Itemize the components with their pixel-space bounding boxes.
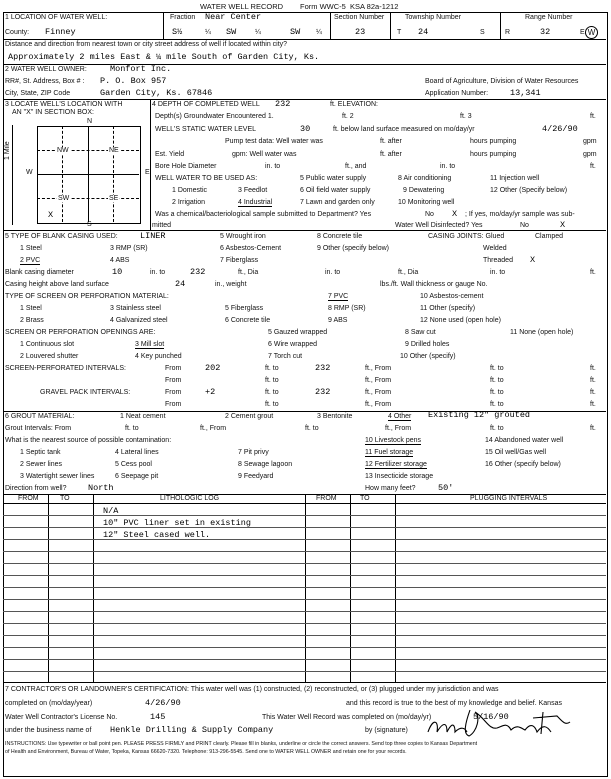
section-4-label: 4 DEPTH OF COMPLETED WELL <box>152 101 260 108</box>
use-5[interactable]: 5 Public water supply <box>300 175 367 182</box>
nw-label: NW <box>57 147 69 154</box>
sp2-from-label: From <box>165 377 182 384</box>
casing-threaded-label: Threaded <box>483 257 513 264</box>
gp2-ft-end: ft. <box>590 401 596 408</box>
static-level-after: ft. below land surface measured on mo/day/yr <box>333 126 475 133</box>
contam-opt-1[interactable]: 1 Septic tank <box>20 449 61 456</box>
quarter-mark: ¼ <box>255 29 261 36</box>
blank-ft-dia: ft., Dia <box>238 269 259 276</box>
screen-opt-1[interactable]: 1 Steel <box>20 305 42 312</box>
contam-opt-11-selected[interactable]: 11 Fuel storage <box>365 449 414 456</box>
sp-from-value[interactable]: 202 <box>205 363 221 373</box>
log-row-line <box>3 647 606 648</box>
grout-opt-3[interactable]: 3 Bentonite <box>317 413 353 420</box>
contamination-label: What is the nearest source of possible contamination: <box>5 437 172 444</box>
contam-opt-16[interactable]: 16 Other (specify below) <box>485 461 561 468</box>
gp-ft-from: ft., From <box>365 389 392 396</box>
use-10[interactable]: 10 Monitoring well <box>398 199 455 206</box>
grout-opt-4-selected[interactable]: 4 Other <box>388 413 412 420</box>
casing-opt-2-selected[interactable]: 2 PVC <box>20 257 41 264</box>
casing-opt-3[interactable]: 3 RMP (SR) <box>110 245 148 252</box>
owner-value[interactable]: Monfort Inc. <box>110 64 172 74</box>
openings-label: SCREEN OR PERFORATION OPENINGS ARE: <box>5 329 156 336</box>
address-label: RR#, St. Address, Box # : <box>5 78 85 85</box>
section-number-value[interactable]: 23 <box>355 27 366 37</box>
use-label: WELL WATER TO BE USED AS: <box>155 175 258 182</box>
grout-opt-2[interactable]: 2 Cement grout <box>225 413 274 420</box>
range-label: Range Number <box>525 14 573 21</box>
north-label: N <box>87 118 93 125</box>
chem-after: ; If yes, mo/day/yr sample was sub- <box>465 211 575 218</box>
fraction-2[interactable]: SW <box>226 27 237 37</box>
range-w-circled[interactable]: W <box>585 26 598 39</box>
gp-from-value[interactable]: +2 <box>205 387 216 397</box>
grout-ft-from2: ft., From <box>385 425 412 432</box>
gp2-ft-to2: ft. to <box>490 401 504 408</box>
west-label: W <box>26 169 33 176</box>
direction-value[interactable]: North <box>88 483 114 493</box>
blank-ft-dia2: ft., Dia <box>398 269 419 276</box>
groundwater-label: Depth(s) Groundwater Encountered 1. <box>155 113 274 120</box>
mile-label: 1 Mile <box>4 141 11 160</box>
casing-opt-5[interactable]: 5 Wrought iron <box>220 233 266 240</box>
application-value[interactable]: 13,341 <box>510 88 541 98</box>
distance-value[interactable]: Approximately 2 miles East & ¼ mile South of Garden City, Ks. <box>8 52 320 62</box>
static-date-value[interactable]: 4/26/90 <box>542 124 578 134</box>
fraction-1[interactable]: S½ <box>172 27 183 37</box>
business-name-label: under the business name of <box>5 727 92 734</box>
log-row-line <box>3 563 606 564</box>
sp2-ft-to: ft. to <box>265 377 279 384</box>
sp-ft-from: ft., From <box>365 365 392 372</box>
use-12[interactable]: 12 Other (Specify below) <box>490 187 568 194</box>
open-opt-6[interactable]: 6 Wire wrapped <box>268 341 318 348</box>
grout-intervals-label: Grout Intervals: From <box>5 425 72 432</box>
bore-ft-end: ft. <box>590 163 596 170</box>
sp-from-label: From <box>165 365 182 372</box>
casing-opt-7[interactable]: 7 Fiberglass <box>220 257 259 264</box>
record-completed-value[interactable]: 5/16/90 <box>473 712 509 722</box>
quarter-mark: ¼ <box>316 29 322 36</box>
disinfected-no-x[interactable]: X <box>560 220 566 230</box>
casing-type-value[interactable]: LINER <box>140 231 166 241</box>
screen-opt-12[interactable]: 12 None used (open hole) <box>420 317 501 324</box>
screen-opt-3[interactable]: 3 Stainless steel <box>110 305 161 312</box>
screen-opt-9[interactable]: 9 ABS <box>328 317 348 324</box>
grout-ft-end: ft. <box>590 425 596 432</box>
gp-ft-to: ft. to <box>265 389 279 396</box>
est-yield-label: Est. Yield <box>155 151 185 158</box>
county-value[interactable]: Finney <box>45 27 76 37</box>
grout-opt-1[interactable]: 1 Neat cement <box>120 413 166 420</box>
contam-opt-4[interactable]: 4 Lateral lines <box>115 449 159 456</box>
blank-dia-value[interactable]: 10 <box>112 267 123 277</box>
log-line-2[interactable]: 10" PVC liner set in existing <box>103 518 251 528</box>
contam-opt-2[interactable]: 2 Sewer lines <box>20 461 63 468</box>
contam-opt-10-selected[interactable]: 10 Livestock pens <box>365 437 422 444</box>
how-many-feet-label: How many feet? <box>365 485 416 492</box>
direction-label: Direction from well? <box>5 485 67 492</box>
gw-ft2: ft. 2 <box>342 113 354 120</box>
fraction-label: Fraction <box>170 14 196 21</box>
board-label: Board of Agriculture, Division of Water Resources <box>425 78 579 85</box>
log-row-line <box>3 659 606 660</box>
instructions-line-2: of Health and Environment, Bureau of Water, Topeka, Kansas 66620-7320. Telephone: 913-296-5545. Send one to WATER WELL OWNER and retain one for your records. <box>5 749 407 755</box>
open-opt-7[interactable]: 7 Torch cut <box>268 353 303 360</box>
section-number-label: Section Number <box>334 14 385 21</box>
grout-ft-to: ft. to <box>125 425 139 432</box>
contam-opt-3[interactable]: 3 Watertight sewer lines <box>20 473 95 480</box>
section-3-label: 3 LOCATE WELL'S LOCATION WITH <box>5 101 123 108</box>
screen-opt-2[interactable]: 2 Brass <box>20 317 44 324</box>
disinfected-no-label: No <box>520 222 529 229</box>
mitted-label: mitted <box>152 222 172 229</box>
open-opt-1[interactable]: 1 Continuous slot <box>20 341 75 348</box>
log-row-line <box>3 587 606 588</box>
est-gpm: gpm: Well water was <box>232 151 297 158</box>
blank-in-to: in. to <box>150 269 166 276</box>
contam-opt-8[interactable]: 8 Sewage lagoon <box>238 461 293 468</box>
grout-other-value[interactable]: Existing 12" grouted <box>428 410 531 420</box>
pump-ft-after: ft. after <box>380 138 402 145</box>
contam-opt-6[interactable]: 6 Seepage pit <box>115 473 159 480</box>
section-box-vmid <box>88 126 89 222</box>
gp2-from-label: From <box>165 401 182 408</box>
screen-opt-4[interactable]: 4 Galvanized steel <box>110 317 168 324</box>
gp-to-value[interactable]: 232 <box>315 387 331 397</box>
gp2-ft-from: ft., From <box>365 401 392 408</box>
log-row-line <box>3 599 606 600</box>
se-label: SE <box>109 195 119 202</box>
casing-opt-4[interactable]: 4 ABS <box>110 257 130 264</box>
gp2-ft-to: ft. to <box>265 401 279 408</box>
blank-to-value[interactable]: 232 <box>190 267 206 277</box>
gravel-pack-label: GRAVEL PACK INTERVALS: <box>40 389 131 396</box>
log-row-line <box>3 671 606 672</box>
contam-opt-13[interactable]: 13 Insecticide storage <box>365 473 434 480</box>
use-4-selected[interactable]: 4 Industrial <box>238 199 273 206</box>
township-s: S <box>480 29 485 36</box>
city-value[interactable]: Garden City, Ks. 67846 <box>100 88 213 98</box>
record-completed-label: This Water Well Record was completed on (mo/day/yr) <box>262 714 432 721</box>
casing-opt-8[interactable]: 8 Concrete tile <box>317 233 363 240</box>
county-label: County: <box>5 29 30 36</box>
plug-from-header: FROM <box>316 495 337 502</box>
section-5-label: 5 TYPE OF BLANK CASING USED: <box>5 233 118 240</box>
chem-no-x[interactable]: X <box>452 209 458 219</box>
section-7-label: 7 CONTRACTOR'S OR LANDOWNER'S CERTIFICATION: This water well was (1) constructed, (2) reconstructed, or (3) plugged under my jurisdiction and was <box>5 686 499 693</box>
casing-height-value[interactable]: 24 <box>175 279 186 289</box>
log-line-3[interactable]: 12" Steel cased well. <box>103 530 211 540</box>
range-value[interactable]: 32 <box>540 27 551 37</box>
casing-welded-label: Welded <box>483 245 507 252</box>
casing-weight-label: in., weight <box>215 281 247 288</box>
casing-clamped-label: Clamped <box>535 233 564 240</box>
range-e: E <box>580 29 585 36</box>
plug-to-header: TO <box>360 495 370 502</box>
gp-ft-to2: ft. to <box>490 389 504 396</box>
sp-ft-to2: ft. to <box>490 365 504 372</box>
open-opt-9[interactable]: 9 Drilled holes <box>405 341 450 348</box>
log-row-line <box>3 623 606 624</box>
contam-opt-15[interactable]: 15 Oil well/Gas well <box>485 449 547 456</box>
blank-in-to2: in. to <box>325 269 341 276</box>
signature-image <box>425 702 575 742</box>
bore-in-to2: in. to <box>440 163 456 170</box>
log-row-line <box>3 551 606 552</box>
static-level-value[interactable]: 30 <box>300 124 311 134</box>
pump-test-label: Pump test data: Well water was <box>225 138 323 145</box>
casing-opt-1[interactable]: 1 Steel <box>20 245 42 252</box>
license-label: Water Well Contractor's License No. <box>5 714 118 721</box>
form-title: WATER WELL RECORD <box>200 2 284 11</box>
casing-lbs-label: lbs./ft. Wall thickness or gauge No. <box>380 281 488 288</box>
screen-intervals-label: SCREEN-PERFORATED INTERVALS: <box>5 365 126 372</box>
application-label: Application Number: <box>425 90 489 97</box>
plugging-intervals-header: PLUGGING INTERVALS <box>470 495 548 502</box>
section-2-label: 2 WATER WELL OWNER: <box>5 66 87 73</box>
sp2-ft-to2: ft. to <box>490 377 504 384</box>
screen-opt-6[interactable]: 6 Concrete tile <box>225 317 271 324</box>
sp-ft-to: ft. to <box>265 365 279 372</box>
east-label: E <box>145 169 150 176</box>
use-11[interactable]: 11 Injection well <box>490 175 540 182</box>
screen-opt-8[interactable]: 8 RMP (SR) <box>328 305 366 312</box>
ksa-ref: KSA 82a-1212 <box>350 2 399 11</box>
gw-ft3: ft. 3 <box>460 113 472 120</box>
casing-height-label: Casing height above land surface <box>5 281 109 288</box>
section-6-label: 6 GROUT MATERIAL: <box>5 413 75 420</box>
use-3[interactable]: 3 Feedlot <box>238 187 268 194</box>
screen-opt-5[interactable]: 5 Fiberglass <box>225 305 264 312</box>
township-label: Township Number <box>405 14 462 21</box>
pump-gpm: gpm <box>583 138 597 145</box>
fraction-value[interactable]: Near Center <box>205 12 262 22</box>
log-line-1[interactable]: N/A <box>103 506 119 516</box>
range-r: R <box>505 29 511 36</box>
log-row-line <box>3 635 606 636</box>
south-label: S <box>87 221 92 228</box>
bore-label: Bore Hole Diameter <box>155 163 217 170</box>
blank-dia-label: Blank casing diameter <box>5 269 74 276</box>
bore-in-to: in. to <box>265 163 281 170</box>
open-opt-11[interactable]: 11 None (open hole) <box>510 329 574 336</box>
open-opt-4[interactable]: 4 Key punched <box>135 353 182 360</box>
business-name-value[interactable]: Henkle Drilling & Supply Company <box>110 725 274 735</box>
use-7[interactable]: 7 Lawn and garden only <box>300 199 375 206</box>
chem-sample-label: Was a chemical/bacteriological sample submitted to Department? Yes <box>155 211 372 218</box>
use-9[interactable]: 9 Dewatering <box>403 187 445 194</box>
pump-hours: hours pumping <box>470 138 517 145</box>
disinfected-label: Water Well Disinfected? Yes <box>395 222 483 229</box>
log-from-header: FROM <box>18 495 39 502</box>
address-value[interactable]: P. O. Box 957 <box>100 76 167 86</box>
log-row-line <box>3 527 606 528</box>
completed-label: completed on (mo/day/year) <box>5 700 93 707</box>
log-row-line <box>3 515 606 516</box>
completed-value[interactable]: 4/26/90 <box>145 698 181 708</box>
distance-label: Distance and direction from nearest town or city street address of well if located within city? <box>5 41 288 48</box>
ne-label: NE <box>109 147 119 154</box>
est-hours: hours pumping <box>470 151 517 158</box>
open-opt-3-selected[interactable]: 3 Mill slot <box>135 341 165 348</box>
open-opt-8[interactable]: 8 Saw cut <box>405 329 436 336</box>
township-value[interactable]: 24 <box>418 27 429 37</box>
log-row-line <box>3 575 606 576</box>
use-6[interactable]: 6 Oil field water supply <box>300 187 371 194</box>
screen-opt-11[interactable]: 11 Other (specify) <box>420 305 476 312</box>
completed-after: and this record is true to the best of my knowledge and belief. Kansas <box>346 700 562 707</box>
log-row-line <box>3 611 606 612</box>
sp2-ft-end: ft. <box>590 377 596 384</box>
bore-ft-and: ft., and <box>345 163 367 170</box>
est-ft-after: ft. after <box>380 151 402 158</box>
screen-opt-7-selected[interactable]: 7 PVC <box>328 293 349 300</box>
gp-ft-end: ft. <box>590 389 596 396</box>
lithologic-log-header: LITHOLOGIC LOG <box>160 495 220 502</box>
grout-ft-to2: ft. to <box>305 425 319 432</box>
fraction-3[interactable]: SW <box>290 27 301 37</box>
contam-opt-9[interactable]: 9 Feedyard <box>238 473 274 480</box>
license-value[interactable]: 145 <box>150 712 166 722</box>
location-x-mark[interactable]: X <box>48 210 54 220</box>
chem-no-label: No <box>425 211 434 218</box>
city-label: City, State, ZIP Code <box>5 90 71 97</box>
grout-ft-to3: ft. to <box>490 425 504 432</box>
log-row-line <box>3 539 606 540</box>
section-1-label: 1 LOCATION OF WATER WELL: <box>5 14 108 21</box>
casing-threaded-x[interactable]: X <box>530 255 536 265</box>
open-opt-5[interactable]: 5 Gauzed wrapped <box>268 329 328 336</box>
static-level-label: WELL'S STATIC WATER LEVEL <box>155 126 257 133</box>
casing-joints-label: CASING JOINTS: Glued <box>428 233 505 240</box>
instructions-line-1: INSTRUCTIONS: Use typewriter or ball point pen. PLEASE PRESS FIRMLY and PRINT clearly. Please fill in blanks, underline or circle the correct answers. Send top three copies to Kansas Department <box>5 741 478 747</box>
sw-label: SW <box>58 195 70 202</box>
contam-opt-5[interactable]: 5 Cess pool <box>115 461 152 468</box>
quarter-mark: ¼ <box>205 29 211 36</box>
contam-opt-14[interactable]: 14 Abandoned water well <box>485 437 564 444</box>
blank-in-to3: in. to <box>490 269 506 276</box>
township-t: T <box>397 29 402 36</box>
sp-ft-end: ft. <box>590 365 596 372</box>
depth-value[interactable]: 232 <box>275 99 291 109</box>
contam-opt-7[interactable]: 7 Pit privy <box>238 449 269 456</box>
screen-opt-10[interactable]: 10 Asbestos-cement <box>420 293 484 300</box>
contam-opt-12-selected[interactable]: 12 Fertilizer storage <box>365 461 427 468</box>
how-many-feet-value[interactable]: 50' <box>438 483 454 493</box>
elevation-label: ft. ELEVATION: <box>330 101 378 108</box>
open-opt-10[interactable]: 10 Other (specify) <box>400 353 456 360</box>
signature-label: by (signature) <box>365 727 408 734</box>
open-opt-2[interactable]: 2 Louvered shutter <box>20 353 79 360</box>
sp-to-value[interactable]: 232 <box>315 363 331 373</box>
form-number: Form WWC-5 <box>300 2 346 11</box>
grout-ft-from: ft., From <box>200 425 227 432</box>
gw-ft-end: ft. <box>590 113 596 120</box>
use-8[interactable]: 8 Air conditioning <box>398 175 452 182</box>
casing-opt-9[interactable]: 9 Other (specify below) <box>317 245 389 252</box>
blank-ft-end: ft. <box>590 269 596 276</box>
gp-from-label: From <box>165 389 182 396</box>
log-to-header: TO <box>60 495 70 502</box>
use-2[interactable]: 2 Irrigation <box>172 199 206 206</box>
sp2-ft-from: ft., From <box>365 377 392 384</box>
section-3-label-2: AN "X" IN SECTION BOX: <box>12 109 94 116</box>
est-gpm-end: gpm <box>583 151 597 158</box>
screen-material-label: TYPE OF SCREEN OR PERFORATION MATERIAL: <box>5 293 169 300</box>
use-1[interactable]: 1 Domestic <box>172 187 208 194</box>
casing-opt-6[interactable]: 6 Asbestos-Cement <box>220 245 282 252</box>
